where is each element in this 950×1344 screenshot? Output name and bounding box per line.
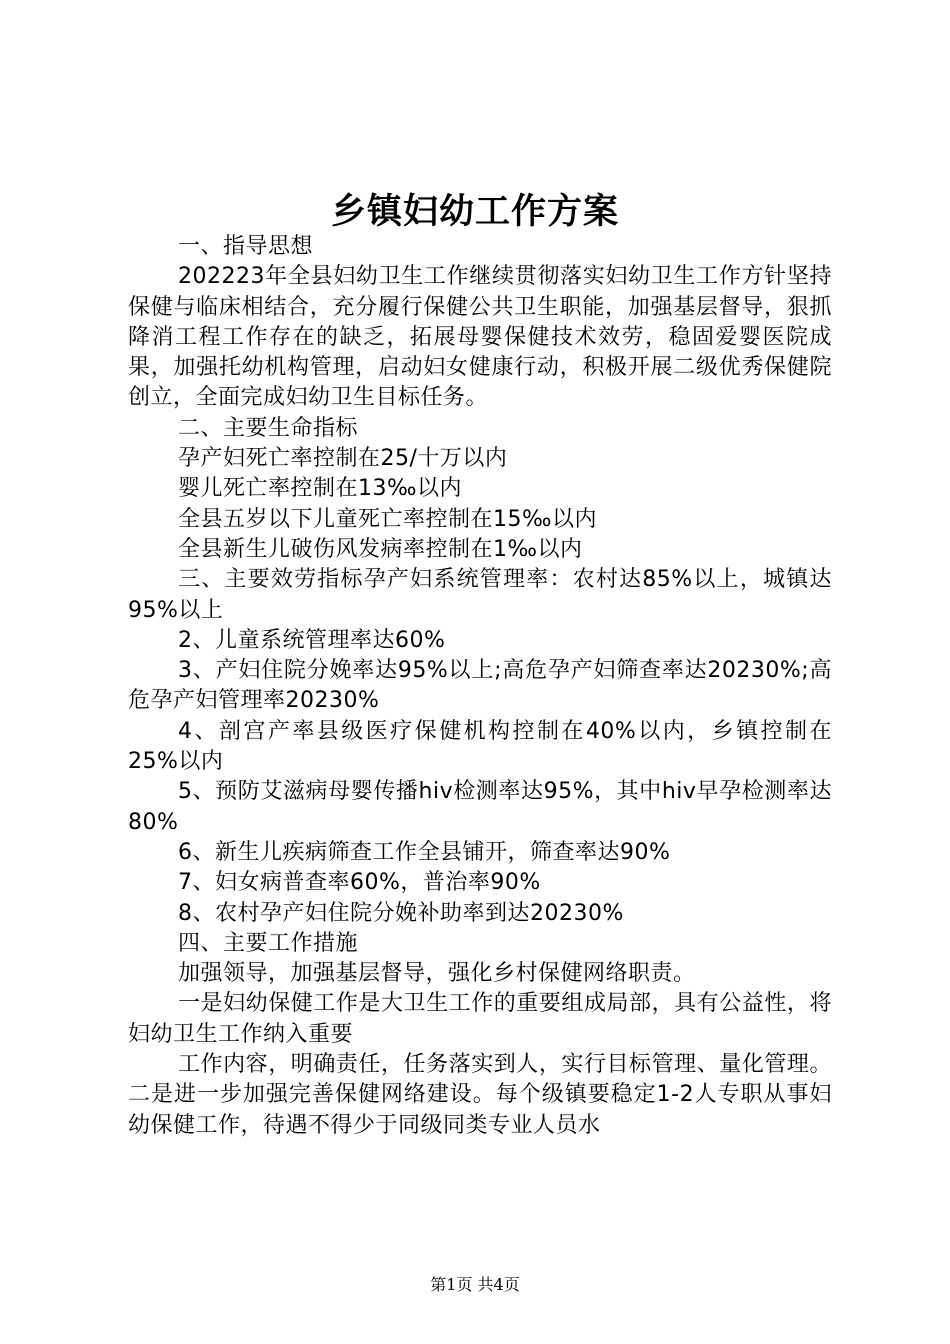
paragraph-guiding-thought: 202223年全县妇幼卫生工作继续贯彻落实妇幼卫生工作方针坚持保健与临床相结合，充分履行保健公共卫生职能，加强基层督导，狠抓降消工程工作存在的缺乏，拓展母婴保健技术效劳，稳固爱婴医院成果，加强托幼机构管理，启动妇女健康行动，积极开展二级优秀保健院创立，全面完成妇幼卫生目标任务。 (128, 264, 832, 411)
indicator-line: 全县新生儿破伤风发病率控制在1‰以内 (178, 536, 583, 562)
service-indicator: 3、产妇住院分娩率达95%以上;高危孕产妇筛查率达20230%;高危孕产妇管理率20230% (128, 658, 832, 714)
measure-paragraph: 工作内容，明确责任，任务落实到人，实行目标管理、量化管理。二是进一步加强完善保健网络建设。每个级镇要稳定1-2人专职从事妇幼保健工作，待遇不得少于同级同类专业人员水 (128, 1052, 832, 1138)
service-indicator: 5、预防艾滋病母婴传播hiv检测率达95%，其中hiv早孕检测率达80% (128, 779, 832, 835)
service-indicator: 7、妇女病普查率60%，普治率90% (178, 870, 541, 896)
measure-paragraph: 加强领导，加强基层督导，强化乡村保健网络职责。 (178, 961, 696, 987)
indicator-line: 婴儿死亡率控制在13‰以内 (178, 476, 463, 502)
document-title: 乡镇妇幼工作方案 (330, 191, 619, 232)
service-indicator: 8、农村孕产妇住院分娩补助率到达20230% (178, 900, 624, 926)
section-heading-1: 一、指导思想 (178, 234, 314, 259)
section-heading-2: 二、主要生命指标 (178, 415, 359, 441)
page-footer: 第1页 共4页 (430, 1275, 520, 1294)
service-indicator: 4、剖宫产率县级医疗保健机构控制在40%以内，乡镇控制在25%以内 (128, 718, 832, 775)
section-heading-3: 三、主要效劳指标孕产妇系统管理率：农村达85%以上，城镇达95%以上 (128, 567, 832, 623)
document-body (128, 232, 832, 1141)
section-heading-4: 四、主要工作措施 (178, 930, 359, 956)
measure-paragraph: 一是妇幼保健工作是大卫生工作的重要组成局部，具有公益性，将妇幼卫生工作纳入重要 (128, 991, 832, 1047)
service-indicator: 2、儿童系统管理率达60% (178, 627, 446, 653)
service-indicator: 6、新生儿疾病筛查工作全县铺开，筛查率达90% (178, 839, 671, 865)
indicator-line: 全县五岁以下儿童死亡率控制在15‰以内 (178, 506, 598, 532)
indicator-line: 孕产妇死亡率控制在25/十万以内 (178, 446, 508, 472)
